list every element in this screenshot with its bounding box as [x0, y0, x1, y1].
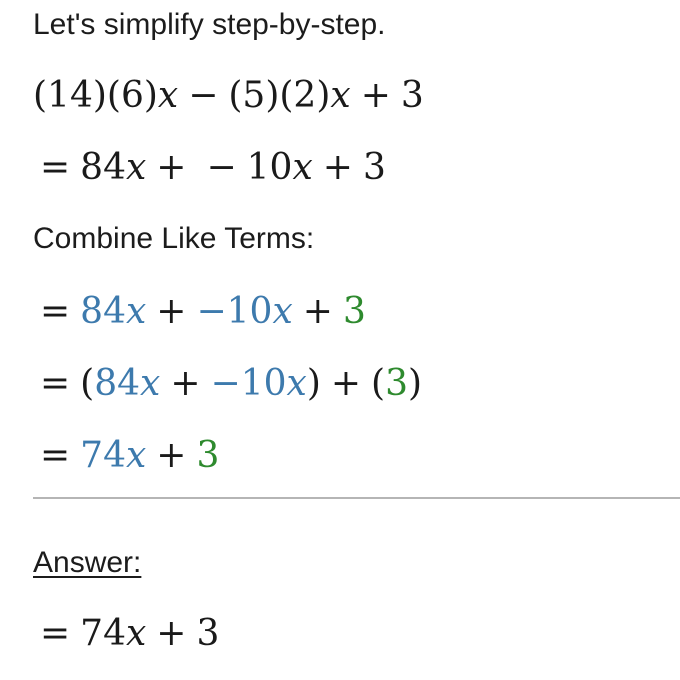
like-term-84: 84 [80, 291, 126, 332]
answer-term-74-var: x [125, 613, 147, 654]
open-paren-2: ( [371, 363, 386, 404]
answer-label: Answer: [33, 546, 142, 579]
plus-sign-2: + [302, 291, 333, 332]
like-term-84-var: x [125, 291, 147, 332]
section-divider [33, 497, 680, 499]
negative-sign: − [206, 147, 237, 188]
like-term-negative: − [210, 363, 241, 404]
expr-product-1: (14)(6) [33, 75, 158, 116]
like-term-10-var: x [286, 363, 307, 404]
plus-sign-2: + [330, 363, 362, 404]
equals-sign: = [40, 613, 71, 654]
close-paren-2: ) [407, 363, 423, 404]
expr-product-2: (5)(2) [228, 75, 331, 116]
plus-sign: + [156, 147, 187, 188]
term-84-var: x [125, 147, 147, 188]
equals-sign: = [40, 291, 71, 332]
like-term-10-var: x [272, 291, 293, 332]
like-term-84-var: x [140, 363, 161, 404]
plus-sign: + [156, 291, 187, 332]
step-multiply [40, 147, 386, 188]
plus-sign-2: + [322, 147, 353, 188]
constant-3: 3 [362, 147, 386, 188]
open-paren: ( [80, 363, 95, 404]
step-highlight-terms [40, 291, 366, 332]
term-84: 84 [80, 147, 126, 188]
term-10-var: x [292, 147, 313, 188]
answer-constant-3: 3 [196, 613, 220, 654]
equals-sign: = [40, 435, 71, 476]
combined-term-74: 74 [80, 435, 126, 476]
term-10: 10 [246, 147, 293, 188]
expr-var-x: x [157, 75, 179, 116]
plus-sign: + [156, 613, 187, 654]
expr-var-x-2: x [330, 75, 351, 116]
expr-minus: − [188, 75, 219, 116]
plus-sign: + [170, 363, 201, 404]
step-result [40, 435, 220, 476]
intro-text: Let's simplify step-by-step. [33, 8, 386, 41]
like-term-10: 10 [240, 363, 287, 404]
expr-constant: 3 [400, 75, 424, 116]
constant-term-3: 3 [385, 363, 408, 404]
combine-like-terms-label: Combine Like Terms: [33, 222, 315, 255]
original-expression [33, 75, 424, 116]
constant-term-3: 3 [196, 435, 220, 476]
answer-term-74: 74 [80, 613, 126, 654]
plus-sign: + [156, 435, 187, 476]
constant-term-3: 3 [342, 291, 366, 332]
equals-sign: = [40, 363, 71, 404]
like-term-10: 10 [226, 291, 273, 332]
step-group-terms [40, 363, 423, 404]
like-term-84: 84 [94, 363, 141, 404]
close-paren: ) [306, 363, 321, 404]
combined-term-74-var: x [125, 435, 147, 476]
final-answer [40, 613, 220, 654]
equals-sign: = [40, 147, 71, 188]
expr-plus: + [360, 75, 391, 116]
like-term-negative: − [196, 291, 227, 332]
